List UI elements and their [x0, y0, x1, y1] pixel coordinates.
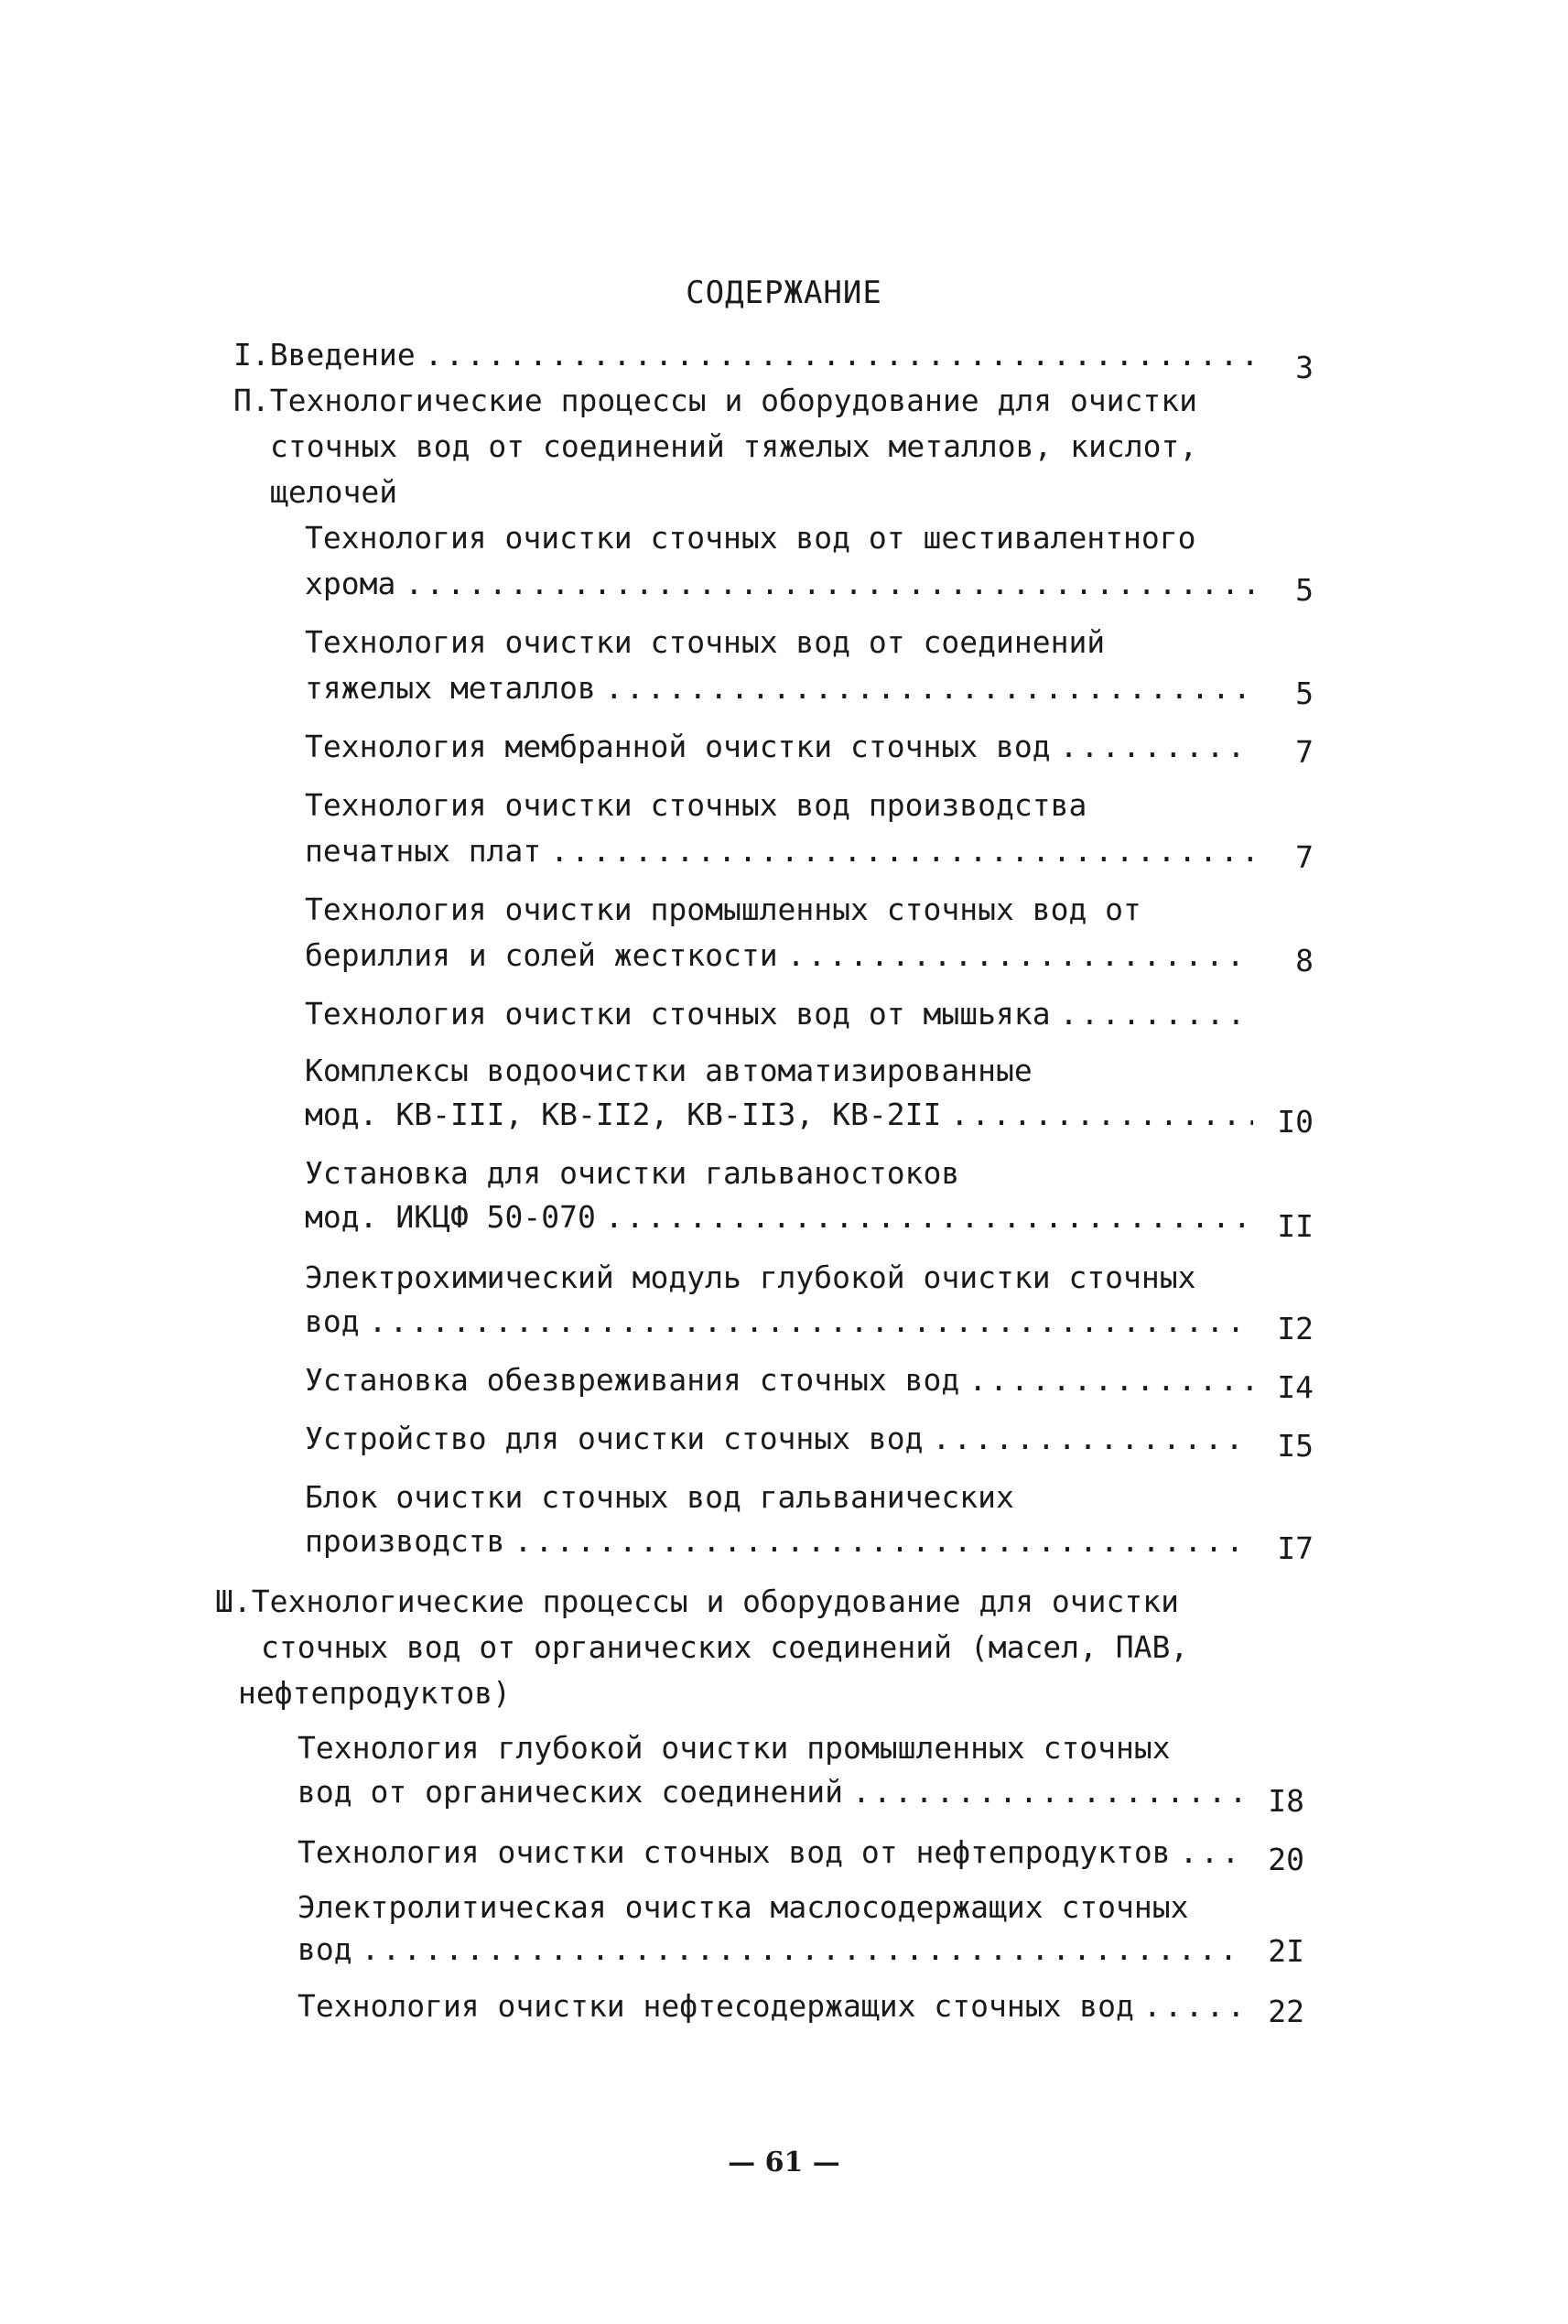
entry-line: мод. ИКЦФ 50-070: [305, 1199, 596, 1235]
dot-leader: [550, 833, 1253, 870]
toc-entry: [305, 996, 1259, 1032]
entry-line: вод: [305, 1303, 360, 1339]
toc-entry: [305, 670, 1259, 707]
dot-leader: [1060, 996, 1253, 1032]
section-heading: [233, 383, 1197, 419]
entry-line: Технология очистки сточных вод производства: [305, 787, 1087, 823]
page-ref: I8: [1268, 1783, 1304, 1819]
page-ref: 7: [1295, 839, 1314, 875]
entry-line: Устройство для очистки сточных вод: [305, 1421, 924, 1456]
entry-line: хрома: [305, 566, 396, 601]
toc-entry: [305, 937, 1259, 974]
entry-line: вод: [297, 1931, 352, 1967]
entry-line: бериллия и солей жесткости: [305, 937, 778, 973]
section-heading-line: сточных вод от органических соединений (масел, ПАВ,: [261, 1629, 1189, 1665]
page-ref: 22: [1268, 1994, 1304, 2029]
dot-leader: [425, 337, 1253, 373]
dot-leader: [369, 1303, 1253, 1340]
dot-leader: [605, 670, 1253, 707]
section-heading-line: щелочей: [270, 474, 398, 510]
section-heading-line: сточных вод от соединений тяжелых металлов, кислот,: [270, 428, 1198, 464]
entry-line: Технология глубокой очистки промышленных сточных: [297, 1730, 1171, 1766]
dot-leader: [787, 937, 1253, 974]
toc-entry: [297, 1774, 1249, 1811]
entry-line: Электрохимический модуль глубокой очистки сточных: [305, 1259, 1196, 1295]
page-ref: 8: [1295, 943, 1314, 978]
entry-line: Технология очистки сточных вод от мышьяка: [305, 996, 1051, 1032]
dot-leader: [514, 1523, 1253, 1560]
entry-line: Технология очистки сточных вод от шестивалентного: [305, 520, 1196, 556]
entry-line: печатных плат: [305, 833, 542, 869]
section-heading-line: Технологические процессы и оборудование для очистки: [269, 383, 1198, 418]
entry-line: вод от органических соединений: [297, 1774, 844, 1810]
dot-leader: [605, 1199, 1253, 1236]
dot-leader: [1060, 729, 1253, 765]
entry-line: мод. КВ-III, КВ-II2, КВ-II3, КВ-2II: [305, 1097, 942, 1132]
toc-entry: [305, 1421, 1259, 1457]
page-ref: II: [1277, 1208, 1314, 1244]
dot-leader: [933, 1421, 1253, 1457]
page-ref: I2: [1277, 1311, 1314, 1346]
dot-leader: [950, 1097, 1253, 1133]
page-title: СОДЕРЖАНИЕ: [686, 275, 882, 311]
toc-entry: [305, 1097, 1259, 1133]
entry-line: Технология очистки сточных вод от соединений: [305, 624, 1106, 660]
entry-line: тяжелых металлов: [305, 670, 596, 706]
page-ref: I0: [1277, 1104, 1314, 1140]
section-heading: [215, 1584, 1179, 1620]
dot-leader: [405, 566, 1253, 602]
section-heading-line: Технологические процессы и оборудование для очистки: [251, 1584, 1180, 1619]
entry-line: производств: [305, 1523, 505, 1559]
section-number: Ш.: [215, 1584, 252, 1619]
toc-entry: [297, 1988, 1249, 2025]
page-ref: 3: [1295, 350, 1314, 385]
entry-line: Технология очистки нефтесодержащих сточных вод: [297, 1988, 1134, 2024]
page-ref: I7: [1277, 1530, 1314, 1566]
section-number: П.: [233, 383, 270, 418]
toc-entry: [305, 729, 1259, 765]
section-number: I.: [233, 337, 270, 373]
page-number: — 61 —: [728, 2146, 840, 2178]
entry-line: Установка для очистки гальваностоков: [305, 1155, 960, 1191]
toc-entry: [305, 1303, 1259, 1340]
entry-line: Блок очистки сточных вод гальванических: [305, 1479, 1014, 1515]
dot-leader: [1180, 1834, 1244, 1871]
entry-line: Технология мембранной очистки сточных вод: [305, 729, 1051, 764]
entry-title: Введение: [269, 337, 416, 373]
toc-entry: [297, 1834, 1249, 1871]
toc-entry: [297, 1931, 1249, 1968]
page-ref: 20: [1268, 1842, 1304, 1877]
toc-entry: [305, 566, 1259, 602]
section-heading-line: нефтепродуктов): [238, 1675, 512, 1711]
toc-entry-introduction: [233, 337, 1259, 373]
entry-line: Технология очистки промышленных сточных вод от: [305, 892, 1141, 927]
page-ref: I5: [1277, 1428, 1314, 1464]
page-ref: 7: [1295, 734, 1314, 770]
toc-entry: [305, 1362, 1259, 1399]
dot-leader: [1143, 1988, 1244, 2025]
entry-line: Комплексы водоочистки автоматизированные: [305, 1053, 1033, 1088]
page-ref: 2I: [1268, 1933, 1304, 1969]
dot-leader: [968, 1362, 1253, 1399]
dot-leader: [362, 1931, 1244, 1968]
page-ref: I4: [1277, 1369, 1314, 1405]
toc-entry: [305, 1523, 1259, 1560]
toc-entry: [305, 833, 1259, 870]
toc-entry: [305, 1199, 1259, 1236]
entry-line: Технология очистки сточных вод от нефтепродуктов: [297, 1834, 1171, 1870]
dot-leader: [852, 1774, 1244, 1811]
page-ref: 5: [1295, 676, 1314, 711]
entry-line: Электролитическая очистка маслосодержащих сточных: [297, 1889, 1189, 1925]
entry-line: Установка обезвреживания сточных вод: [305, 1362, 960, 1398]
page-ref: 5: [1295, 572, 1314, 608]
